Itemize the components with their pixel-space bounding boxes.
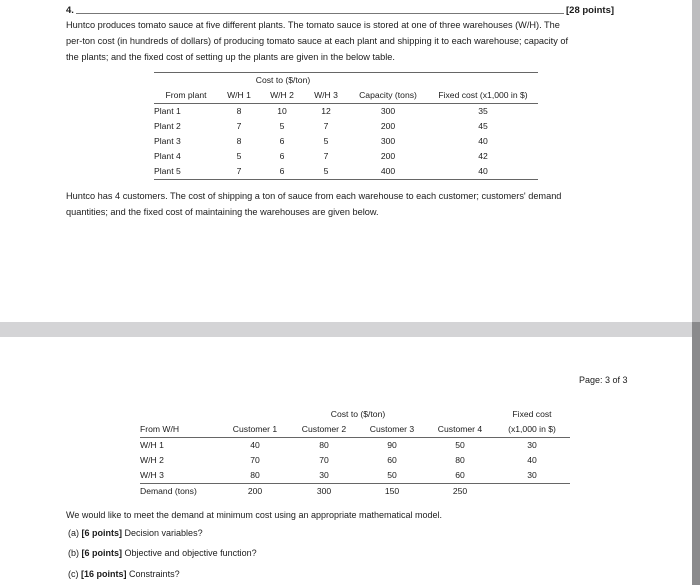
- table-cell: 35: [478, 106, 488, 116]
- middle-line-1: Huntco has 4 customers. The cost of shipping a ton of sauce from each warehouse to each customer; customers' demand: [66, 191, 562, 201]
- fixed-cost-col-header: Fixed cost (x1,000 in $): [428, 88, 538, 104]
- table-cell: 200: [380, 151, 396, 161]
- table-cell: 30: [494, 468, 570, 484]
- table-cell: 90: [387, 440, 397, 450]
- table-row: [154, 149, 538, 164]
- intro-line-1: Huntco produces tomato sauce at five different plants. The tomato sauce is stored at one of three warehouses (W/H). The: [66, 20, 560, 30]
- table-cell: 7: [236, 121, 242, 131]
- part-label: (c): [68, 569, 79, 579]
- table-cell: 5: [304, 164, 348, 180]
- question-rule: [76, 13, 564, 14]
- customer4-col-header: Customer 4: [426, 422, 494, 438]
- table-cell: 40: [250, 440, 260, 450]
- table-cell: 6: [279, 151, 285, 161]
- row-label: W/H 3: [140, 468, 220, 484]
- closing-line: We would like to meet the demand at minimum cost using an appropriate mathematical model.: [66, 510, 443, 520]
- table-cell: 80: [319, 440, 329, 450]
- plant-table-group-header-row: [154, 73, 538, 89]
- intro-line-3: the plants; and the fixed cost of setting up the plants are given in the below table.: [66, 52, 395, 62]
- table-cell: 8: [236, 136, 242, 146]
- table-cell: 30: [290, 468, 358, 484]
- plant-table-group-header: Cost to ($/ton): [218, 73, 348, 89]
- row-label: W/H 2: [140, 455, 164, 465]
- table-cell: 200: [380, 121, 396, 131]
- wh2-col-header: W/H 2: [260, 88, 304, 104]
- table-row: [140, 453, 570, 468]
- table-cell: 200: [247, 486, 263, 496]
- table-cell: 50: [358, 468, 426, 484]
- customer3-col-header: Customer 3: [358, 422, 426, 438]
- from-wh-col-header: From W/H: [140, 422, 220, 438]
- page-edge-top: [692, 0, 700, 322]
- wh3-col-header: W/H 3: [304, 88, 348, 104]
- part-a: [68, 526, 203, 540]
- middle-line-2: quantities; and the fixed cost of maintaining the warehouses are given below.: [66, 207, 379, 217]
- table-cell: 6: [279, 136, 285, 146]
- intro-line-2: per-ton cost (in hundreds of dollars) of producing tomato sauce at each plant and shipping it to each warehouse; capacity of: [66, 36, 569, 46]
- table-cell: 10: [277, 106, 287, 116]
- fixed-cost-header-line-2: (x1,000 in $): [494, 422, 570, 438]
- part-points: [6 points]: [81, 528, 123, 538]
- table-cell: 7: [323, 121, 329, 131]
- table-cell: 40: [527, 455, 537, 465]
- table-cell: 8: [236, 106, 242, 116]
- warehouse-table-group-header: Cost to ($/ton): [330, 409, 386, 419]
- table-cell: 40: [478, 136, 488, 146]
- table-cell: 300: [380, 136, 396, 146]
- row-label: Plant 3: [154, 136, 181, 146]
- table-cell: 50: [455, 440, 465, 450]
- table-cell: 5: [323, 136, 329, 146]
- table-cell: 400: [348, 164, 428, 180]
- demand-label: Demand (tons): [140, 486, 197, 496]
- table-cell: 45: [478, 121, 488, 131]
- table-cell: 70: [319, 455, 329, 465]
- page-edge-bottom: [692, 322, 700, 585]
- table-cell: 6: [260, 164, 304, 180]
- part-points: [16 points]: [81, 569, 127, 579]
- page-label: Page: 3 of 3: [579, 375, 628, 385]
- capacity-col-header: Capacity (tons): [348, 88, 428, 104]
- table-cell: 7: [323, 151, 329, 161]
- customer2-col-header: Customer 2: [290, 422, 358, 438]
- table-cell: 5: [236, 151, 242, 161]
- table-cell: 80: [220, 468, 290, 484]
- table-cell: 300: [316, 486, 332, 496]
- table-cell: 30: [527, 440, 537, 450]
- plant-col-header: From plant: [154, 88, 218, 104]
- table-cell: 12: [321, 106, 331, 116]
- row-label: Plant 1: [154, 106, 181, 116]
- table-cell: 60: [387, 455, 397, 465]
- part-c: [68, 567, 180, 581]
- part-text: Objective and objective function?: [124, 548, 257, 558]
- part-points: [6 points]: [81, 548, 123, 558]
- warehouse-cost-table: [140, 407, 570, 499]
- table-row: [154, 104, 538, 120]
- warehouse-table-header-row: [140, 422, 570, 438]
- row-label: Plant 2: [154, 121, 181, 131]
- part-label: (a): [68, 528, 79, 538]
- table-cell: 5: [279, 121, 285, 131]
- part-label: (b): [68, 548, 79, 558]
- table-cell: 60: [426, 468, 494, 484]
- question-points: [28 points]: [566, 5, 615, 16]
- row-label: W/H 1: [140, 440, 164, 450]
- row-label: Plant 5: [154, 164, 218, 180]
- row-label: Plant 4: [154, 151, 181, 161]
- plant-cost-table: [154, 72, 538, 180]
- table-row: [154, 134, 538, 149]
- part-text: Constraints?: [129, 569, 180, 579]
- fixed-cost-header-line-1: Fixed cost: [512, 409, 552, 419]
- demand-row: [140, 484, 570, 500]
- wh1-col-header: W/H 1: [218, 88, 260, 104]
- table-cell: 40: [428, 164, 538, 180]
- plant-table-header-row: [154, 88, 538, 104]
- table-cell: 7: [218, 164, 260, 180]
- part-text: Decision variables?: [124, 528, 203, 538]
- part-b: [68, 546, 257, 560]
- table-row: [154, 164, 538, 180]
- question-number: 4.: [66, 5, 74, 16]
- table-row: [140, 468, 570, 484]
- table-row: [140, 438, 570, 454]
- customer1-col-header: Customer 1: [220, 422, 290, 438]
- table-cell: 80: [455, 455, 465, 465]
- table-cell: 70: [250, 455, 260, 465]
- table-cell: 300: [380, 106, 396, 116]
- warehouse-table-group-header-row: [140, 407, 570, 422]
- table-row: [154, 119, 538, 134]
- table-cell: 250: [452, 486, 468, 496]
- table-cell: 42: [478, 151, 488, 161]
- table-cell: 150: [384, 486, 400, 496]
